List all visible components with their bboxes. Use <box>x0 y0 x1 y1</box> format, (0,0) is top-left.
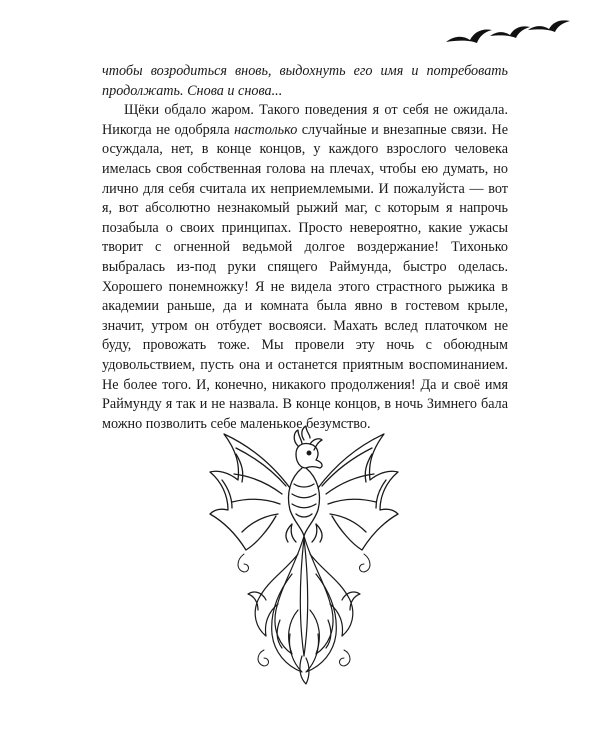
body-text <box>102 62 508 434</box>
phoenix-illustration <box>206 424 402 686</box>
phoenix-left-wing <box>210 434 290 550</box>
flying-birds-ornament <box>444 18 572 54</box>
bird-2 <box>490 26 530 38</box>
paragraph-continuation: чтобы возродиться вновь, выдохнуть его имя и потребовать продолжать. Снова и снова... <box>102 63 508 99</box>
paragraph-main-part-b: случайные и внезапные связи. Не осуждала, нет, в конце концов, у каждого взрослого человека имелась своя собственная голова на плечах, чтобы ею думать, но лично для себя считала их неприемлемыми. И пожалуйста — вот я, вот абсолютно незнакомый рыжий маг, с которым я напрочь позабыла о своих принципах. Просто невероятно, какие ужасы творит с огненной ведьмой долгое воздержание! Тихонько выбралась из-под руки спящего Раймунда, быстро оделась. Хорошего понемножку! Я не видела этого страстного рыжика в академии раньше, да и комната была явно в гостевом крыле, значит, утром он отбудет восвояси. Махать вслед платочком не буду, провожать тоже. Мы провели эту ночь с обоюдным удовольствием, пусть она и останется приятным воспоминанием. Не более того. И, конечно, никакого продолжения! Да и своё имя Раймунду я так и не назвала. В конце концов, в ночь Зимнего бала можно позволить себе маленькое безумство. <box>102 121 509 432</box>
phoenix-tail <box>248 536 360 684</box>
paragraph-main-part-a: Щёки обдало жаром. Такого поведения я от себя не ожидала. Никогда не одобряла <box>102 102 508 138</box>
emphasis-word: настолько <box>234 121 298 138</box>
phoenix-head <box>294 426 322 468</box>
phoenix-right-wing <box>318 434 398 550</box>
bird-3 <box>528 20 570 32</box>
phoenix-body <box>286 468 322 542</box>
paragraph-main <box>102 101 508 434</box>
bird-1 <box>446 29 492 43</box>
